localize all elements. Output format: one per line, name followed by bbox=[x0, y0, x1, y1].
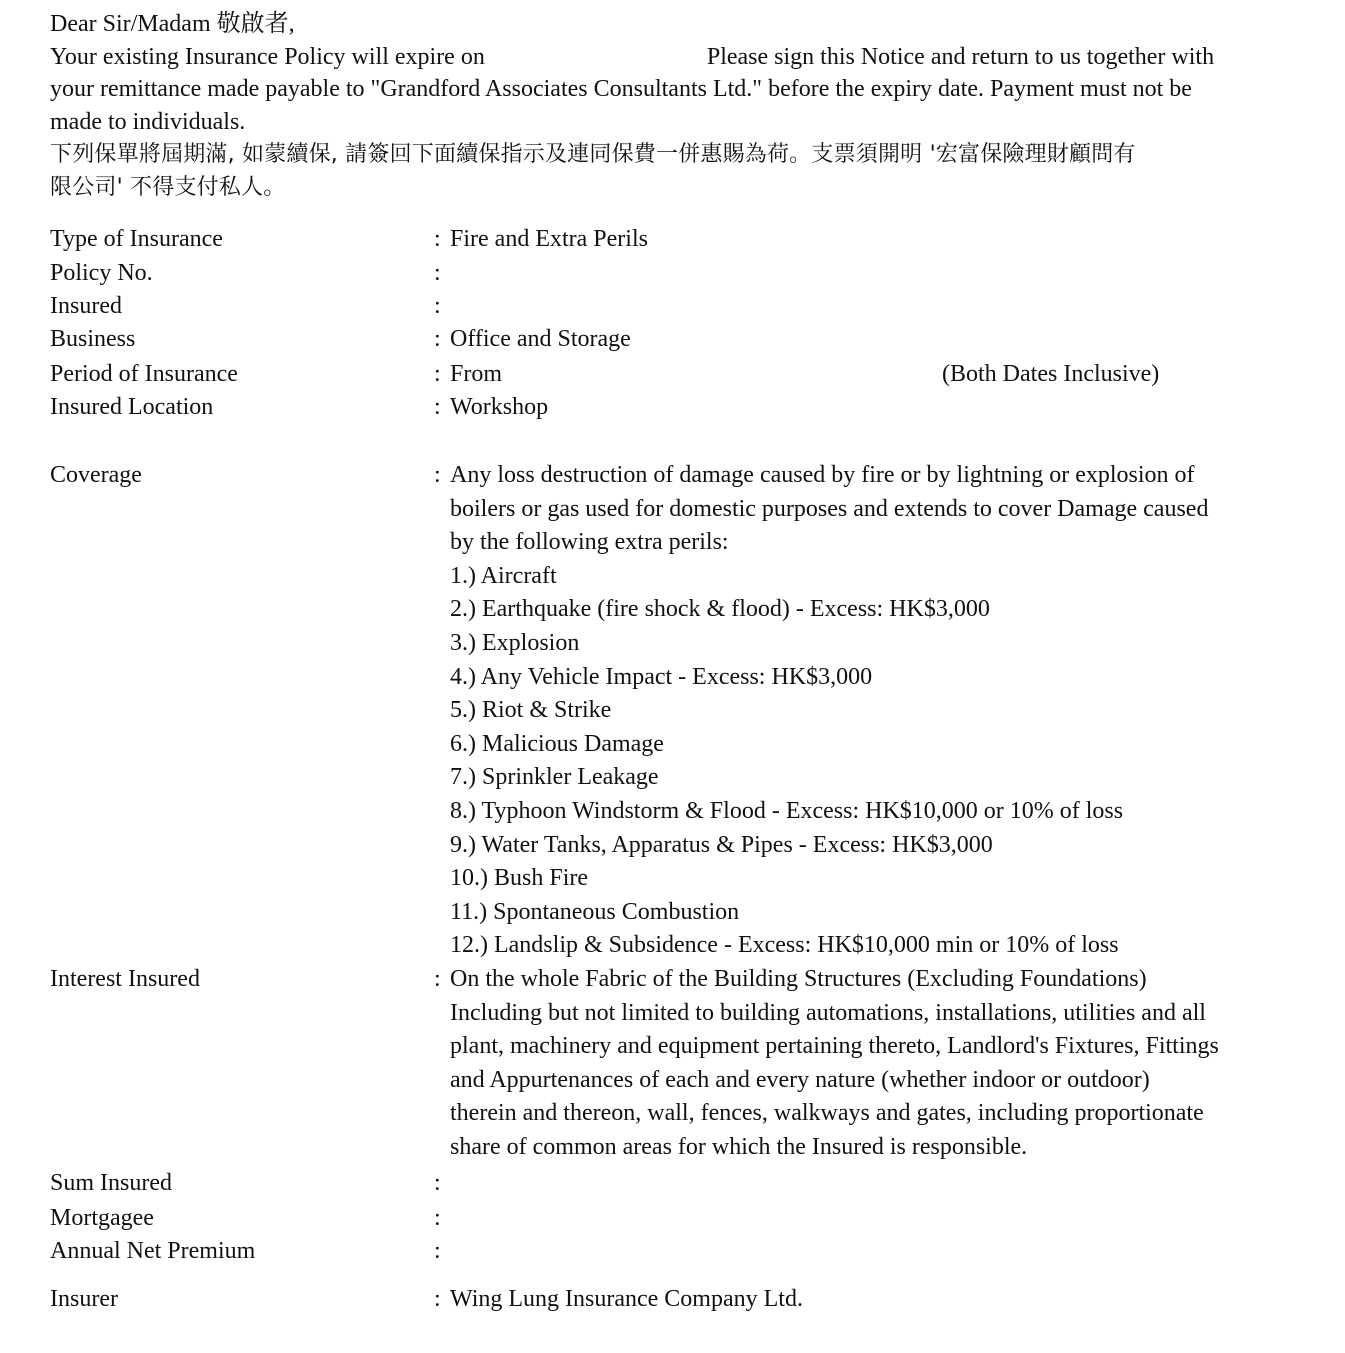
field-colon: : bbox=[434, 361, 441, 387]
coverage-list bbox=[450, 459, 1260, 963]
coverage-item: 2.) Earthquake (fire shock & flood) - Excess: HK$3,000 bbox=[450, 596, 990, 623]
field-label: Insured Location bbox=[50, 394, 214, 420]
coverage-item: 9.) Water Tanks, Apparatus & Pipes - Excess: HK$3,000 bbox=[450, 831, 993, 858]
coverage-item: 3.) Explosion bbox=[450, 629, 580, 656]
intro-line-1 bbox=[50, 41, 1290, 74]
intro-line-3: made to individuals. bbox=[50, 108, 246, 135]
coverage-item: 11.) Spontaneous Combustion bbox=[450, 898, 740, 925]
period-suffix: (Both Dates Inclusive) bbox=[942, 361, 1160, 387]
field-colon: : bbox=[434, 1238, 441, 1264]
coverage-item: 8.) Typhoon Windstorm & Flood - Excess: HK$10,000 or 10% of loss bbox=[450, 797, 1124, 824]
field-colon: : bbox=[434, 260, 441, 286]
field-label: Insured bbox=[50, 293, 122, 319]
interest-insured-text bbox=[450, 963, 1260, 1165]
interest-line: plant, machinery and equipment pertaining thereto, Landlord's Fixtures, Fittings bbox=[450, 1033, 1219, 1060]
intro-line-2: your remittance made payable to "Grandford Associates Consultants Ltd." before the expiry date. Payment must not be bbox=[50, 76, 1192, 102]
coverage-item: 1.) Aircraft bbox=[450, 562, 557, 589]
field-label: Policy No. bbox=[50, 260, 153, 286]
chinese-line-1: 下列保單將屆期滿, 如蒙續保, 請簽回下面續保指示及連同保費一併惠賜為荷。支票須開明 '宏富保險理財顧問有 bbox=[50, 142, 1136, 167]
coverage-item: 10.) Bush Fire bbox=[450, 865, 588, 892]
field-colon: : bbox=[434, 1205, 441, 1231]
field-label: Sum Insured bbox=[50, 1170, 172, 1196]
interest-line: therein and thereon, wall, fences, walkways and gates, including proportionate bbox=[450, 1100, 1204, 1127]
field-colon: : bbox=[434, 326, 441, 352]
coverage-item: 4.) Any Vehicle Impact - Excess: HK$3,000 bbox=[450, 663, 873, 690]
field-colon: : bbox=[434, 1286, 441, 1312]
field-label: Insurer bbox=[50, 1286, 118, 1312]
field-colon: : bbox=[434, 966, 441, 992]
field-label: Type of Insurance bbox=[50, 226, 223, 252]
coverage-item: 6.) Malicious Damage bbox=[450, 730, 664, 757]
field-value: Wing Lung Insurance Company Ltd. bbox=[450, 1286, 803, 1312]
field-colon: : bbox=[434, 1170, 441, 1196]
chinese-line-2: 限公司' 不得支付私人。 bbox=[50, 175, 286, 200]
interest-line: share of common areas for which the Insured is responsible. bbox=[450, 1133, 1028, 1160]
field-label: Mortgagee bbox=[50, 1205, 154, 1231]
field-colon: : bbox=[434, 462, 441, 488]
field-value bbox=[450, 358, 1260, 392]
intro-paragraph bbox=[50, 8, 1290, 204]
coverage-item: 12.) Landslip & Subsidence - Excess: HK$10,000 min or 10% of loss bbox=[450, 932, 1119, 959]
field-label: Period of Insurance bbox=[50, 361, 238, 387]
expiry-sentence: Your existing Insurance Policy will expire on bbox=[50, 43, 485, 70]
field-value: Office and Storage bbox=[450, 326, 631, 352]
interest-line: On the whole Fabric of the Building Structures (Excluding Foundations) bbox=[450, 966, 1147, 992]
field-colon: : bbox=[434, 226, 441, 252]
field-colon: : bbox=[434, 293, 441, 319]
interest-line: and Appurtenances of each and every nature (whether indoor or outdoor) bbox=[450, 1066, 1150, 1093]
greeting: Dear Sir/Madam 敬啟者, bbox=[50, 11, 295, 37]
field-label: Business bbox=[50, 326, 136, 352]
field-label: Coverage bbox=[50, 462, 142, 488]
field-value: Workshop bbox=[450, 394, 549, 420]
coverage-item: 7.) Sprinkler Leakage bbox=[450, 764, 659, 791]
coverage-item: 5.) Riot & Strike bbox=[450, 697, 612, 724]
field-label: Interest Insured bbox=[50, 966, 200, 992]
field-label: Annual Net Premium bbox=[50, 1238, 256, 1264]
field-colon: : bbox=[434, 394, 441, 420]
field-value: Fire and Extra Perils bbox=[450, 226, 648, 252]
interest-line: Including but not limited to building automations, installations, utilities and all bbox=[450, 999, 1206, 1026]
sign-instruction: Please sign this Notice and return to us together with bbox=[706, 43, 1215, 70]
coverage-intro-line: Any loss destruction of damage caused by fire or by lightning or explosion of bbox=[450, 462, 1195, 488]
period-from-label: From bbox=[450, 361, 503, 387]
coverage-intro-line: boilers or gas used for domestic purposes and extends to cover Damage caused bbox=[450, 495, 1209, 522]
coverage-intro-line: by the following extra perils: bbox=[450, 529, 729, 556]
